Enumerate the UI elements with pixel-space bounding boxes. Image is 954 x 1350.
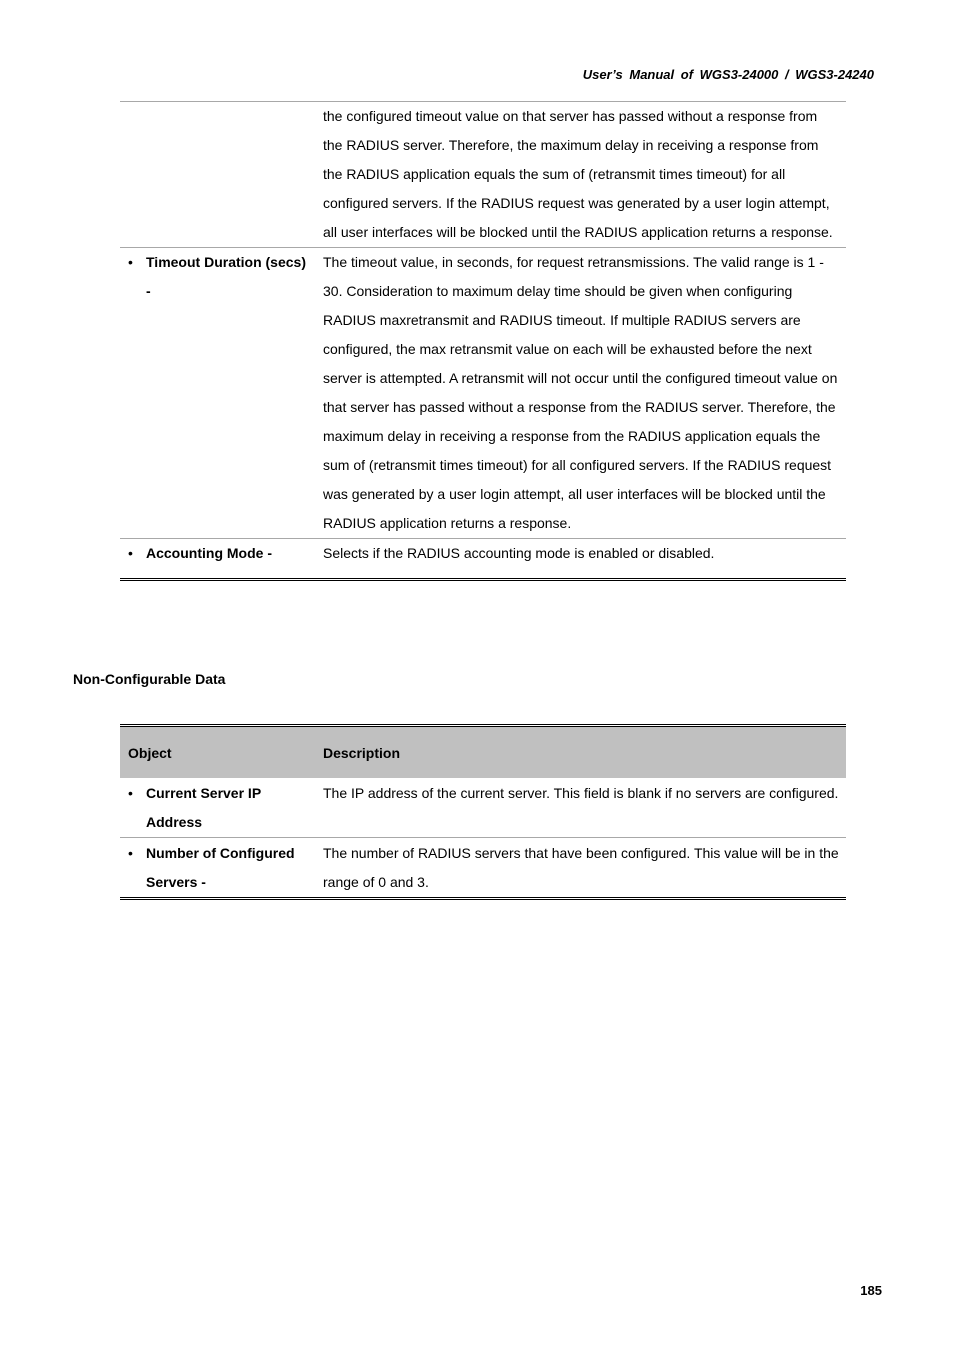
object-cell <box>120 539 313 580</box>
object-label: Accounting Mode - <box>146 545 272 561</box>
description-cell: The timeout value, in seconds, for request retransmissions. The valid range is 1 - 30. Consideration to maximum delay time should be given when configuring RADIUS maxretransmit and RADIUS timeout. If multiple RADIUS servers are configured, the max retransmit value on each will be exhausted before the next server is attempted. A retransmit will not occur until the configured timeout value on that server has passed without a response from the RADIUS server. Therefore, the maximum delay in receiving a response from the RADIUS application equals the sum of (retransmit times timeout) for all configured servers. If the RADIUS request was generated by a user login attempt, all user interfaces will be blocked until the RADIUS application returns a response. <box>313 248 846 539</box>
description-cell: The IP address of the current server. This field is blank if no servers are configured. <box>323 785 839 801</box>
bullet-dot-icon: • <box>128 545 133 561</box>
table-row <box>120 539 846 580</box>
section-title: Non-Configurable Data <box>73 671 226 687</box>
table-row <box>120 778 846 838</box>
column-header-description: Description <box>313 726 846 779</box>
bullet-dot-icon: • <box>128 845 133 861</box>
bullet-dot-icon: • <box>128 254 133 270</box>
object-cell <box>120 778 313 838</box>
object-cell <box>120 838 313 899</box>
non-configurable-data-table <box>120 724 846 900</box>
object-label: Timeout Duration (secs) - <box>146 254 306 299</box>
table-row <box>120 248 846 539</box>
page-header: User’s Manual of WGS3-24000 / WGS3-24240 <box>582 67 874 82</box>
table-header-row <box>120 726 846 779</box>
page-number: 185 <box>860 1283 882 1298</box>
description-cell: Selects if the RADIUS accounting mode is enabled or disabled. <box>313 539 846 580</box>
object-label: Current Server IP Address <box>146 785 261 830</box>
bullet-dot-icon: • <box>128 785 133 801</box>
description-cell: The number of RADIUS servers that have been configured. This value will be in the range of 0 and 3. <box>313 838 846 899</box>
object-label: Number of Configured Servers - <box>146 845 295 890</box>
column-header-object: Object <box>120 726 313 779</box>
description-cell: the configured timeout value on that server has passed without a response from the RADIUS server. Therefore, the maximum delay in receiving a response from the RADIUS application equals the sum of (retransmit times timeout) for all configured servers. If the RADIUS request was generated by a user login attempt, all user interfaces will be blocked until the RADIUS application returns a response. <box>313 102 846 248</box>
table-row <box>120 838 846 899</box>
object-cell <box>120 102 313 248</box>
object-cell <box>120 248 313 539</box>
configurable-data-table-continued <box>120 101 846 581</box>
table-row <box>120 102 846 248</box>
